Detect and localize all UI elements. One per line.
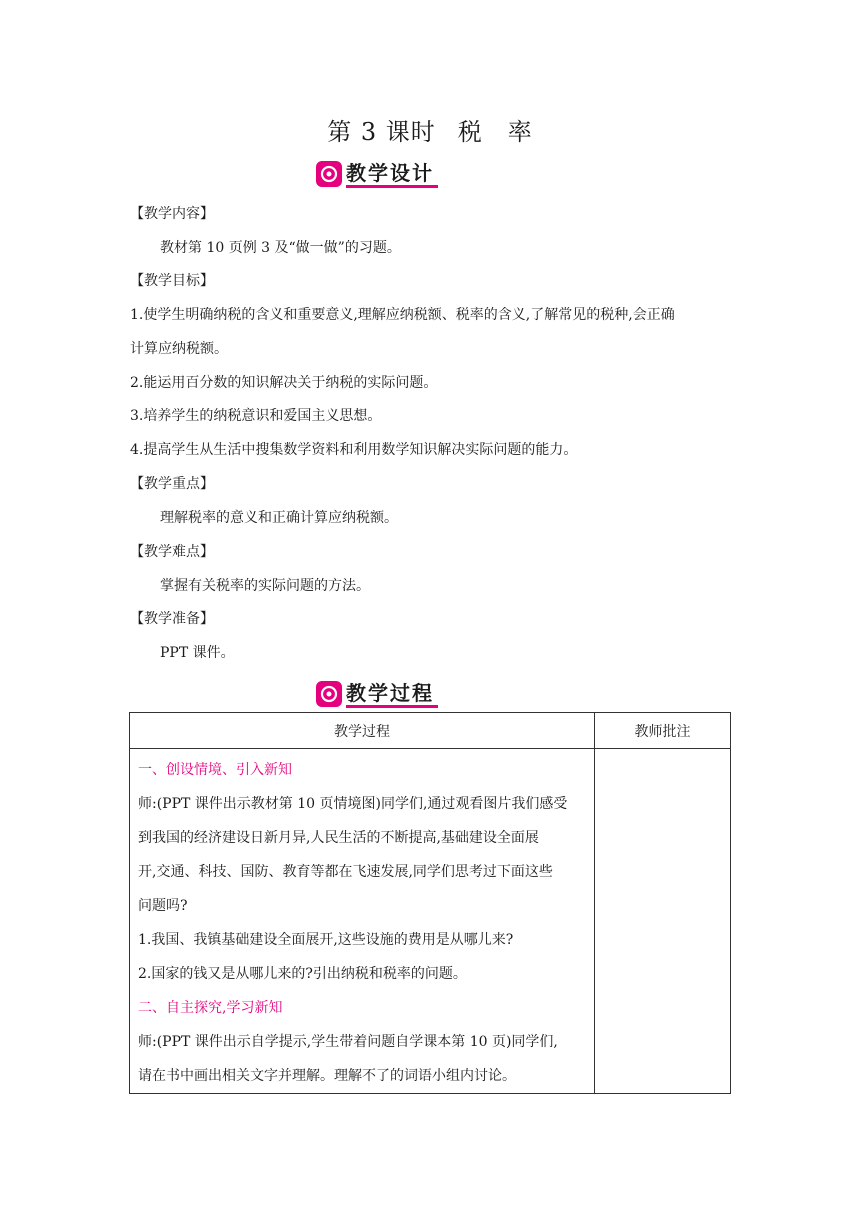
process-line: 2.国家的钱又是从哪儿来的?引出纳税和税率的问题。 (138, 966, 467, 982)
teaching-process-banner (316, 680, 438, 708)
swirl-logo-icon (316, 161, 342, 187)
goal-item: 1.使学生明确纳税的含义和重要意义,理解应纳税额、税率的含义,了解常见的税种,会正确 (130, 307, 675, 323)
step-heading: 二、自主探究,学习新知 (138, 1000, 283, 1016)
section-heading: 【教学难点】 (130, 544, 214, 560)
section-text: 掌握有关税率的实际问题的方法。 (160, 578, 370, 594)
lesson-number: 第 3 课时 (327, 118, 436, 146)
goal-item: 3.培养学生的纳税意识和爱国主义思想。 (130, 408, 382, 424)
banner-label: 教学过程 (346, 681, 438, 708)
step-heading: 一、创设情境、引入新知 (138, 762, 292, 778)
section-heading: 【教学重点】 (130, 476, 214, 492)
goal-item-continued: 计算应纳税额。 (130, 341, 228, 357)
process-line: 开,交通、科技、国防、教育等都在飞速发展,同学们思考过下面这些 (138, 864, 553, 880)
section-heading: 【教学准备】 (130, 611, 214, 627)
goal-item: 4.提高学生从生活中搜集数学资料和利用数学知识解决实际问题的能力。 (130, 442, 578, 458)
lesson-topic: 税 率 (457, 118, 533, 146)
process-line: 请在书中画出相关文字并理解。理解不了的词语小组内讨论。 (138, 1068, 516, 1084)
section-heading: 【教学目标】 (130, 273, 214, 289)
teacher-notes-cell (594, 749, 730, 1094)
teaching-design-banner (316, 160, 438, 188)
column-header-process: 教学过程 (130, 713, 595, 749)
section-text: 教材第 10 页例 3 及“做一做”的习题。 (160, 240, 401, 256)
section-text: PPT 课件。 (160, 645, 235, 661)
banner-label: 教学设计 (346, 161, 438, 188)
process-line: 师:(PPT 课件出示自学提示,学生带着问题自学课本第 10 页)同学们, (138, 1034, 558, 1050)
process-line: 问题吗? (138, 898, 188, 914)
process-cell (130, 749, 595, 1094)
table-row (130, 749, 731, 1094)
section-text: 理解税率的意义和正确计算应纳税额。 (160, 510, 398, 526)
goal-item: 2.能运用百分数的知识解决关于纳税的实际问题。 (130, 375, 438, 391)
column-header-notes: 教师批注 (594, 713, 730, 749)
process-line: 到我国的经济建设日新月异,人民生活的不断提高,基础建设全面展 (138, 830, 539, 846)
section-heading: 【教学内容】 (130, 206, 214, 222)
table-header-row (130, 713, 731, 749)
process-line: 师:(PPT 课件出示教材第 10 页情境图)同学们,通过观看图片我们感受 (138, 796, 568, 812)
swirl-logo-icon (316, 681, 342, 707)
process-line: 1.我国、我镇基础建设全面展开,这些设施的费用是从哪儿来? (138, 932, 514, 948)
process-table (129, 712, 731, 1094)
page-title (0, 112, 860, 147)
